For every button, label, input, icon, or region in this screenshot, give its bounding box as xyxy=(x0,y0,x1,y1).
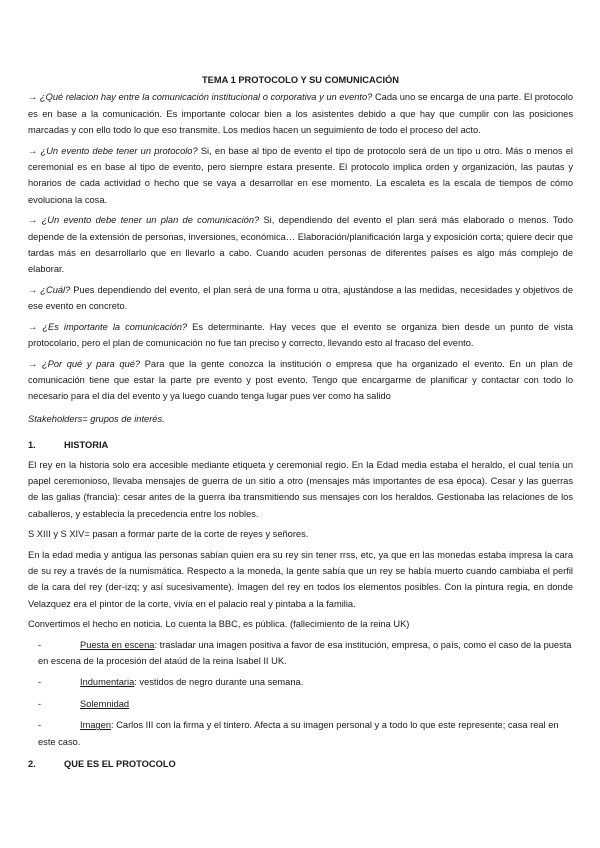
arrow-icon: → xyxy=(28,284,38,295)
list-dash: - xyxy=(38,698,42,709)
section-number: 2. xyxy=(28,759,36,770)
historia-paragraph-2: S XIII y S XIV= pasan a formar parte de la corte de reyes y señores. xyxy=(28,529,309,540)
answer-text: Es determinante. Hay veces que el evento se organiza bien desde un punto de vista protocolario, pero el plan de comunicación no fue tan preciso y correcto, llevando esto al fracaso del evento. xyxy=(28,321,574,349)
list-dash: - xyxy=(38,720,42,731)
section-heading-historia xyxy=(28,437,573,453)
list-item-label: Imagen xyxy=(80,720,112,731)
historia-paragraph-3: En la edad media y antigua las personas sabían quien era su rey sin tener rrss, etc, ya que en las monedas estaba impresa la cara de su rey a través de la numismática. Respecto a la moneda, la gente sabía que un rey se había muerto cuando cambiaba el perfil de la cara del rey (der-izq; y así sucesivamente). Imagen del rey en todos los elementos posibles. Con la pintura regia, en donde Velazquez era el pintor de la corte, vivía en el palacio real y pintaba a la familia. xyxy=(28,549,573,609)
list-dash: - xyxy=(38,639,42,650)
list-item-text: : Carlos III con la firma y el tintero. Afecta a su imagen personal y a todo lo que este represente; casa real en este caso. xyxy=(38,720,559,747)
answer-text: Pues dependiendo del evento, el plan será de una forma u otra, ajustándose a las medidas, necesidades y objetivos de ese evento en concreto. xyxy=(28,284,573,312)
answer-text: Si, dependiendo del evento el plan será más elaborado o menos. Todo depende de la extensión de personas, inversiones, económica… Elaboración/planificación larga y exposición corta; quiere decir que tardas más en desarrollarlo que en llevarlo a cabo. Cuando acuden personas de diferentes países es algo más complejo de elaborar. xyxy=(28,215,574,275)
list-item-text: : trasladar una imagen positiva a favor de esa institución, empresa, o país, como el caso de la puesta en escena de la procesión del ataúd de la reina Isabel II UK. xyxy=(38,639,572,666)
list-item-label: Solemnidad xyxy=(80,698,130,709)
list-dash: - xyxy=(38,677,42,688)
historia-paragraph-1: El rey en la historia solo era accesible mediante etiqueta y ceremonial regio. En la Edad media estaba el heraldo, el cual tenía un papel ceremonioso, llevaba mensajes de guerra de un sitio a otro (mensajes más importantes de esa época). Cesar y las guerras de las galias (francia): cesar antes de la guerra iba transmitiendo sus mensajes con los heraldos. Gestionaba las relaciones de los caballeros, y establecia la precedencia entre los nobles. xyxy=(28,459,573,519)
list-item-puesta-en-escena xyxy=(28,637,573,670)
arrow-icon: → xyxy=(28,92,38,103)
section-title: QUE ES EL PROTOCOLO xyxy=(64,759,176,770)
qa-paragraph-3 xyxy=(28,212,573,278)
qa-paragraph-4 xyxy=(28,282,573,315)
list-item-indumentaria xyxy=(28,674,573,690)
qa-paragraph-6 xyxy=(28,356,573,405)
document-page xyxy=(28,72,573,775)
arrow-icon: → xyxy=(28,358,38,369)
list-item-label: Puesta en escena xyxy=(80,639,155,650)
answer-text: Cada uno se encarga de una parte. El protocolo es en base a la comunicación. Es importante colocar bien a los asistentes debido a que hay que cumplir con las posiciones marcadas y con ello todo lo que eso transmite. Los medios hacen un seguimiento de todo el proceso del acto. xyxy=(28,92,573,136)
qa-paragraph-1 xyxy=(28,89,573,138)
question-text: ¿Un evento debe tener un plan de comunicación? xyxy=(41,215,260,226)
arrow-icon: → xyxy=(28,215,38,226)
list-item-text: : vestidos de negro durante una semana. xyxy=(134,677,304,688)
question-text: ¿Por qué y para qué? xyxy=(41,358,141,369)
arrow-icon: → xyxy=(28,145,38,156)
historia-paragraph-4: Convertimos el hecho en noticia. Lo cuenta la BBC, es pública. (fallecimiento de la reina UK) xyxy=(28,619,410,630)
qa-paragraph-2 xyxy=(28,143,573,209)
list-item-label: Indumentaria xyxy=(80,677,135,688)
question-text: ¿Qué relacion hay entre la comunicación institucional o corporativa y un evento? xyxy=(39,92,373,103)
section-heading-protocolo xyxy=(28,756,573,772)
stakeholders-note: Stakeholders= grupos de interés. xyxy=(28,413,165,424)
section-number: 1. xyxy=(28,440,36,451)
answer-text: Para que la gente conozca la institución o empresa que ha organizado el evento. En un plan de comunicación tiene que estar la parte pre evento y post evento. Tengo que encargarme de planificar y contactar con todo lo necesario para el día del evento y ya luego cuando tenga lugar pues ver como ha salido xyxy=(28,358,573,402)
answer-text: Si, en base al tipo de evento el tipo de protocolo será de un tipo u otro. Más o menos el ceremonial es en base al tipo de evento, pero siempre estara presente. El protocolo implica orden y organización, las pautas y horarios de cada actividad o hecho que se vaya a desarrollar en ese momento. La escaleta es la escala de tiempos de cómo evoluciona la cosa. xyxy=(28,145,573,205)
section-title: HISTORIA xyxy=(64,440,109,451)
question-text: ¿Es importante la comunicación? xyxy=(42,321,188,332)
list-item-imagen xyxy=(28,717,573,750)
question-text: ¿Cuál? xyxy=(40,284,71,295)
qa-paragraph-5 xyxy=(28,319,573,352)
list-item-solemnidad xyxy=(28,696,573,712)
document-title: TEMA 1 PROTOCOLO Y SU COMUNICACIÓN xyxy=(202,75,399,85)
question-text: ¿Un evento debe tener un protocolo? xyxy=(40,145,198,156)
arrow-icon: → xyxy=(28,321,38,332)
